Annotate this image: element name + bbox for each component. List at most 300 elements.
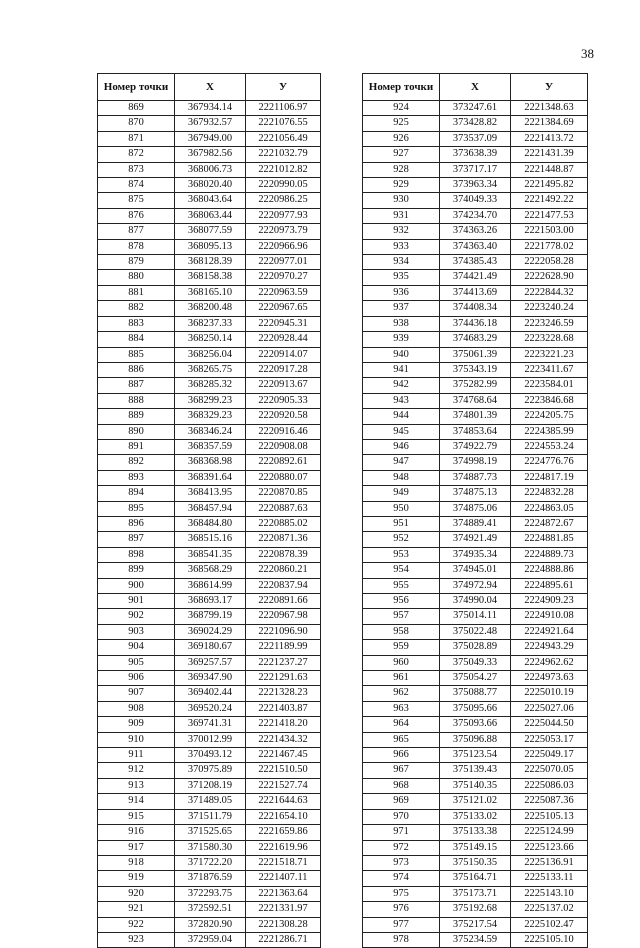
table-row	[363, 932, 588, 947]
y-coordinate-cell: 2225143.10	[511, 886, 588, 901]
point-number-cell: 937	[363, 301, 440, 316]
x-coordinate-cell: 368541.35	[175, 547, 246, 562]
table-row	[363, 424, 588, 439]
header-y: У	[246, 74, 321, 101]
y-coordinate-cell: 2220871.36	[246, 532, 321, 547]
coordinates-table-left	[97, 73, 321, 948]
point-number-cell: 929	[363, 178, 440, 193]
point-number-cell: 895	[98, 501, 175, 516]
table-row	[98, 825, 321, 840]
table-row	[363, 162, 588, 177]
y-coordinate-cell: 2221407.11	[246, 871, 321, 886]
table-row	[98, 101, 321, 116]
y-coordinate-cell: 2225044.50	[511, 717, 588, 732]
y-coordinate-cell: 2220916.46	[246, 424, 321, 439]
point-number-cell: 975	[363, 886, 440, 901]
y-coordinate-cell: 2221431.39	[511, 147, 588, 162]
table-row	[363, 270, 588, 285]
point-number-cell: 908	[98, 701, 175, 716]
point-number-cell: 871	[98, 131, 175, 146]
y-coordinate-cell: 2221291.63	[246, 671, 321, 686]
x-coordinate-cell: 368020.40	[175, 178, 246, 193]
point-number-cell: 887	[98, 378, 175, 393]
x-coordinate-cell: 375095.66	[440, 701, 511, 716]
point-number-cell: 974	[363, 871, 440, 886]
coordinates-table-right	[362, 73, 588, 948]
point-number-cell: 880	[98, 270, 175, 285]
table-row	[98, 516, 321, 531]
point-number-cell: 952	[363, 532, 440, 547]
point-number-cell: 872	[98, 147, 175, 162]
x-coordinate-cell: 374234.70	[440, 208, 511, 223]
table-body-right	[363, 101, 588, 948]
point-number-cell: 972	[363, 840, 440, 855]
y-coordinate-cell: 2225027.06	[511, 701, 588, 716]
table-row	[98, 316, 321, 331]
point-number-cell: 956	[363, 594, 440, 609]
point-number-cell: 907	[98, 686, 175, 701]
point-number-cell: 878	[98, 239, 175, 254]
point-number-cell: 870	[98, 116, 175, 131]
y-coordinate-cell: 2221644.63	[246, 794, 321, 809]
table-row	[363, 532, 588, 547]
x-coordinate-cell: 371511.79	[175, 809, 246, 824]
y-coordinate-cell: 2225086.03	[511, 778, 588, 793]
x-coordinate-cell: 375139.43	[440, 763, 511, 778]
y-coordinate-cell: 2224205.75	[511, 409, 588, 424]
y-coordinate-cell: 2221403.87	[246, 701, 321, 716]
x-coordinate-cell: 368515.16	[175, 532, 246, 547]
y-coordinate-cell: 2221448.87	[511, 162, 588, 177]
x-coordinate-cell: 374413.69	[440, 285, 511, 300]
y-coordinate-cell: 2224553.24	[511, 439, 588, 454]
table-row	[98, 671, 321, 686]
y-coordinate-cell: 2222058.28	[511, 255, 588, 270]
x-coordinate-cell: 373247.61	[440, 101, 511, 116]
x-coordinate-cell: 368256.04	[175, 347, 246, 362]
y-coordinate-cell: 2225053.17	[511, 732, 588, 747]
y-coordinate-cell: 2225010.19	[511, 686, 588, 701]
table-row	[98, 594, 321, 609]
x-coordinate-cell: 373963.34	[440, 178, 511, 193]
x-coordinate-cell: 374683.29	[440, 332, 511, 347]
point-number-cell: 967	[363, 763, 440, 778]
point-number-cell: 900	[98, 578, 175, 593]
y-coordinate-cell: 2221492.22	[511, 193, 588, 208]
point-number-cell: 885	[98, 347, 175, 362]
point-number-cell: 968	[363, 778, 440, 793]
point-number-cell: 920	[98, 886, 175, 901]
point-number-cell: 945	[363, 424, 440, 439]
table-row	[98, 871, 321, 886]
point-number-cell: 943	[363, 393, 440, 408]
x-coordinate-cell: 375217.54	[440, 917, 511, 932]
table-row	[98, 932, 321, 947]
table-row	[98, 609, 321, 624]
y-coordinate-cell: 2224889.73	[511, 547, 588, 562]
point-number-cell: 926	[363, 131, 440, 146]
point-number-cell: 875	[98, 193, 175, 208]
x-coordinate-cell: 373638.39	[440, 147, 511, 162]
point-number-cell: 934	[363, 255, 440, 270]
table-row	[98, 686, 321, 701]
y-coordinate-cell: 2221286.71	[246, 932, 321, 947]
x-coordinate-cell: 370493.12	[175, 748, 246, 763]
y-coordinate-cell: 2225137.02	[511, 902, 588, 917]
point-number-cell: 919	[98, 871, 175, 886]
y-coordinate-cell: 2225133.11	[511, 871, 588, 886]
x-coordinate-cell: 372293.75	[175, 886, 246, 901]
point-number-cell: 932	[363, 224, 440, 239]
point-number-cell: 903	[98, 624, 175, 639]
table-row	[98, 748, 321, 763]
table-row	[98, 470, 321, 485]
x-coordinate-cell: 368095.13	[175, 239, 246, 254]
point-number-cell: 949	[363, 486, 440, 501]
x-coordinate-cell: 371525.65	[175, 825, 246, 840]
point-number-cell: 918	[98, 855, 175, 870]
x-coordinate-cell: 369741.31	[175, 717, 246, 732]
y-coordinate-cell: 2221328.23	[246, 686, 321, 701]
point-number-cell: 909	[98, 717, 175, 732]
table-row	[98, 270, 321, 285]
table-row	[98, 840, 321, 855]
table-row	[98, 532, 321, 547]
table-row	[98, 563, 321, 578]
x-coordinate-cell: 375049.33	[440, 655, 511, 670]
x-coordinate-cell: 375022.48	[440, 624, 511, 639]
x-coordinate-cell: 371580.30	[175, 840, 246, 855]
point-number-cell: 948	[363, 470, 440, 485]
y-coordinate-cell: 2220917.28	[246, 362, 321, 377]
x-coordinate-cell: 374853.64	[440, 424, 511, 439]
point-number-cell: 924	[363, 101, 440, 116]
header-y: У	[511, 74, 588, 101]
y-coordinate-cell: 2220977.93	[246, 208, 321, 223]
table-row	[363, 547, 588, 562]
table-row	[363, 470, 588, 485]
y-coordinate-cell: 2221331.97	[246, 902, 321, 917]
table-row	[98, 809, 321, 824]
y-coordinate-cell: 2223411.67	[511, 362, 588, 377]
y-coordinate-cell: 2220905.33	[246, 393, 321, 408]
table-row	[363, 578, 588, 593]
point-number-cell: 959	[363, 640, 440, 655]
point-number-cell: 925	[363, 116, 440, 131]
point-number-cell: 897	[98, 532, 175, 547]
table-row	[98, 778, 321, 793]
y-coordinate-cell: 2224921.64	[511, 624, 588, 639]
point-number-cell: 953	[363, 547, 440, 562]
table-row	[98, 886, 321, 901]
point-number-cell: 891	[98, 439, 175, 454]
x-coordinate-cell: 374945.01	[440, 563, 511, 578]
x-coordinate-cell: 374921.49	[440, 532, 511, 547]
y-coordinate-cell: 2225136.91	[511, 855, 588, 870]
table-row	[363, 609, 588, 624]
x-coordinate-cell: 373428.82	[440, 116, 511, 131]
x-coordinate-cell: 368484.80	[175, 516, 246, 531]
table-row	[98, 624, 321, 639]
point-number-cell: 951	[363, 516, 440, 531]
x-coordinate-cell: 374049.33	[440, 193, 511, 208]
x-coordinate-cell: 374935.34	[440, 547, 511, 562]
table-row	[98, 362, 321, 377]
y-coordinate-cell: 2221518.71	[246, 855, 321, 870]
point-number-cell: 950	[363, 501, 440, 516]
point-number-cell: 883	[98, 316, 175, 331]
table-row	[98, 285, 321, 300]
point-number-cell: 884	[98, 332, 175, 347]
point-number-cell: 973	[363, 855, 440, 870]
y-coordinate-cell: 2220870.85	[246, 486, 321, 501]
table-row	[363, 840, 588, 855]
y-coordinate-cell: 2220920.58	[246, 409, 321, 424]
point-number-cell: 898	[98, 547, 175, 562]
table-row	[363, 239, 588, 254]
point-number-cell: 904	[98, 640, 175, 655]
table-row	[363, 794, 588, 809]
point-number-cell: 881	[98, 285, 175, 300]
y-coordinate-cell: 2224863.05	[511, 501, 588, 516]
x-coordinate-cell: 368299.23	[175, 393, 246, 408]
point-number-cell: 879	[98, 255, 175, 270]
point-number-cell: 970	[363, 809, 440, 824]
table-row	[98, 208, 321, 223]
point-number-cell: 916	[98, 825, 175, 840]
y-coordinate-cell: 2220878.39	[246, 547, 321, 562]
x-coordinate-cell: 368568.29	[175, 563, 246, 578]
point-number-cell: 888	[98, 393, 175, 408]
point-number-cell: 935	[363, 270, 440, 285]
point-number-cell: 882	[98, 301, 175, 316]
x-coordinate-cell: 368063.44	[175, 208, 246, 223]
point-number-cell: 955	[363, 578, 440, 593]
y-coordinate-cell: 2220977.01	[246, 255, 321, 270]
point-number-cell: 969	[363, 794, 440, 809]
y-coordinate-cell: 2221654.10	[246, 809, 321, 824]
table-row	[98, 486, 321, 501]
y-coordinate-cell: 2221503.00	[511, 224, 588, 239]
point-number-cell: 958	[363, 624, 440, 639]
point-number-cell: 944	[363, 409, 440, 424]
y-coordinate-cell: 2221076.55	[246, 116, 321, 131]
point-number-cell: 917	[98, 840, 175, 855]
x-coordinate-cell: 375282.99	[440, 378, 511, 393]
point-number-cell: 966	[363, 748, 440, 763]
x-coordinate-cell: 368250.14	[175, 332, 246, 347]
point-number-cell: 886	[98, 362, 175, 377]
point-number-cell: 936	[363, 285, 440, 300]
y-coordinate-cell: 2220885.02	[246, 516, 321, 531]
table-row	[98, 655, 321, 670]
y-coordinate-cell: 2221467.45	[246, 748, 321, 763]
table-row	[98, 917, 321, 932]
x-coordinate-cell: 368357.59	[175, 439, 246, 454]
y-coordinate-cell: 2221413.72	[511, 131, 588, 146]
table-row	[98, 147, 321, 162]
table-row	[98, 255, 321, 270]
point-number-cell: 896	[98, 516, 175, 531]
table-row	[363, 301, 588, 316]
table-row	[98, 178, 321, 193]
point-number-cell: 901	[98, 594, 175, 609]
point-number-cell: 960	[363, 655, 440, 670]
point-number-cell: 977	[363, 917, 440, 932]
point-number-cell: 892	[98, 455, 175, 470]
point-number-cell: 964	[363, 717, 440, 732]
x-coordinate-cell: 371722.20	[175, 855, 246, 870]
x-coordinate-cell: 372959.04	[175, 932, 246, 947]
y-coordinate-cell: 2225087.36	[511, 794, 588, 809]
point-number-cell: 869	[98, 101, 175, 116]
table-row	[363, 763, 588, 778]
x-coordinate-cell: 369520.24	[175, 701, 246, 716]
table-row	[363, 594, 588, 609]
point-number-cell: 933	[363, 239, 440, 254]
table-row	[363, 193, 588, 208]
y-coordinate-cell: 2220908.08	[246, 439, 321, 454]
x-coordinate-cell: 374408.34	[440, 301, 511, 316]
point-number-cell: 902	[98, 609, 175, 624]
table-row	[98, 439, 321, 454]
x-coordinate-cell: 373537.09	[440, 131, 511, 146]
y-coordinate-cell: 2224872.67	[511, 516, 588, 531]
table-row	[98, 640, 321, 655]
point-number-cell: 912	[98, 763, 175, 778]
x-coordinate-cell: 375028.89	[440, 640, 511, 655]
x-coordinate-cell: 374436.18	[440, 316, 511, 331]
x-coordinate-cell: 374922.79	[440, 439, 511, 454]
x-coordinate-cell: 375164.71	[440, 871, 511, 886]
y-coordinate-cell: 2224943.29	[511, 640, 588, 655]
y-coordinate-cell: 2220973.79	[246, 224, 321, 239]
y-coordinate-cell: 2221434.32	[246, 732, 321, 747]
table-row	[363, 732, 588, 747]
y-coordinate-cell: 2220860.21	[246, 563, 321, 578]
x-coordinate-cell: 369024.29	[175, 624, 246, 639]
table-row	[98, 301, 321, 316]
x-coordinate-cell: 375133.38	[440, 825, 511, 840]
point-number-cell: 923	[98, 932, 175, 947]
y-coordinate-cell: 2221363.64	[246, 886, 321, 901]
point-number-cell: 931	[363, 208, 440, 223]
y-coordinate-cell: 2225124.99	[511, 825, 588, 840]
point-number-cell: 910	[98, 732, 175, 747]
table-row	[363, 655, 588, 670]
x-coordinate-cell: 374889.41	[440, 516, 511, 531]
x-coordinate-cell: 368391.64	[175, 470, 246, 485]
header-point-number: Номер точки	[98, 74, 175, 101]
x-coordinate-cell: 374887.73	[440, 470, 511, 485]
y-coordinate-cell: 2221510.50	[246, 763, 321, 778]
y-coordinate-cell: 2225070.05	[511, 763, 588, 778]
y-coordinate-cell: 2224962.62	[511, 655, 588, 670]
table-row	[98, 193, 321, 208]
x-coordinate-cell: 369402.44	[175, 686, 246, 701]
x-coordinate-cell: 375192.68	[440, 902, 511, 917]
table-row	[98, 224, 321, 239]
table-row	[363, 131, 588, 146]
y-coordinate-cell: 2220928.44	[246, 332, 321, 347]
table-row	[363, 902, 588, 917]
x-coordinate-cell: 375234.59	[440, 932, 511, 947]
y-coordinate-cell: 2224385.99	[511, 424, 588, 439]
x-coordinate-cell: 372820.90	[175, 917, 246, 932]
x-coordinate-cell: 368165.10	[175, 285, 246, 300]
y-coordinate-cell: 2221384.69	[511, 116, 588, 131]
table-row	[363, 701, 588, 716]
y-coordinate-cell: 2221418.20	[246, 717, 321, 732]
x-coordinate-cell: 368006.73	[175, 162, 246, 177]
point-number-cell: 894	[98, 486, 175, 501]
point-number-cell: 877	[98, 224, 175, 239]
y-coordinate-cell: 2221495.82	[511, 178, 588, 193]
y-coordinate-cell: 2221348.63	[511, 101, 588, 116]
table-row	[363, 624, 588, 639]
page-number: 38	[581, 46, 594, 61]
y-coordinate-cell: 2220963.59	[246, 285, 321, 300]
x-coordinate-cell: 368329.23	[175, 409, 246, 424]
x-coordinate-cell: 368457.94	[175, 501, 246, 516]
table-header-row	[98, 74, 321, 101]
table-body-left	[98, 101, 321, 948]
x-coordinate-cell: 371489.05	[175, 794, 246, 809]
x-coordinate-cell: 368799.19	[175, 609, 246, 624]
x-coordinate-cell: 371208.19	[175, 778, 246, 793]
table-row	[363, 255, 588, 270]
table-row	[98, 547, 321, 562]
y-coordinate-cell: 2223846.68	[511, 393, 588, 408]
x-coordinate-cell: 374990.04	[440, 594, 511, 609]
x-coordinate-cell: 372592.51	[175, 902, 246, 917]
header-x: Х	[175, 74, 246, 101]
point-number-cell: 914	[98, 794, 175, 809]
point-number-cell: 963	[363, 701, 440, 716]
y-coordinate-cell: 2221189.99	[246, 640, 321, 655]
y-coordinate-cell: 2220986.25	[246, 193, 321, 208]
y-coordinate-cell: 2221619.96	[246, 840, 321, 855]
table-row	[363, 393, 588, 408]
table-row	[363, 362, 588, 377]
y-coordinate-cell: 2220945.31	[246, 316, 321, 331]
x-coordinate-cell: 374363.40	[440, 239, 511, 254]
y-coordinate-cell: 2225105.10	[511, 932, 588, 947]
x-coordinate-cell: 368368.98	[175, 455, 246, 470]
table-row	[363, 455, 588, 470]
table-row	[98, 378, 321, 393]
y-coordinate-cell: 2224881.85	[511, 532, 588, 547]
x-coordinate-cell: 368237.33	[175, 316, 246, 331]
point-number-cell: 899	[98, 563, 175, 578]
x-coordinate-cell: 370012.99	[175, 732, 246, 747]
table-row	[363, 501, 588, 516]
x-coordinate-cell: 374363.26	[440, 224, 511, 239]
x-coordinate-cell: 370975.89	[175, 763, 246, 778]
x-coordinate-cell: 369180.67	[175, 640, 246, 655]
y-coordinate-cell: 2220837.94	[246, 578, 321, 593]
table-row	[363, 285, 588, 300]
point-number-cell: 915	[98, 809, 175, 824]
table-row	[363, 516, 588, 531]
x-coordinate-cell: 368346.24	[175, 424, 246, 439]
table-row	[98, 347, 321, 362]
y-coordinate-cell: 2225105.13	[511, 809, 588, 824]
table-row	[363, 917, 588, 932]
table-row	[98, 902, 321, 917]
x-coordinate-cell: 374421.49	[440, 270, 511, 285]
point-number-cell: 905	[98, 655, 175, 670]
